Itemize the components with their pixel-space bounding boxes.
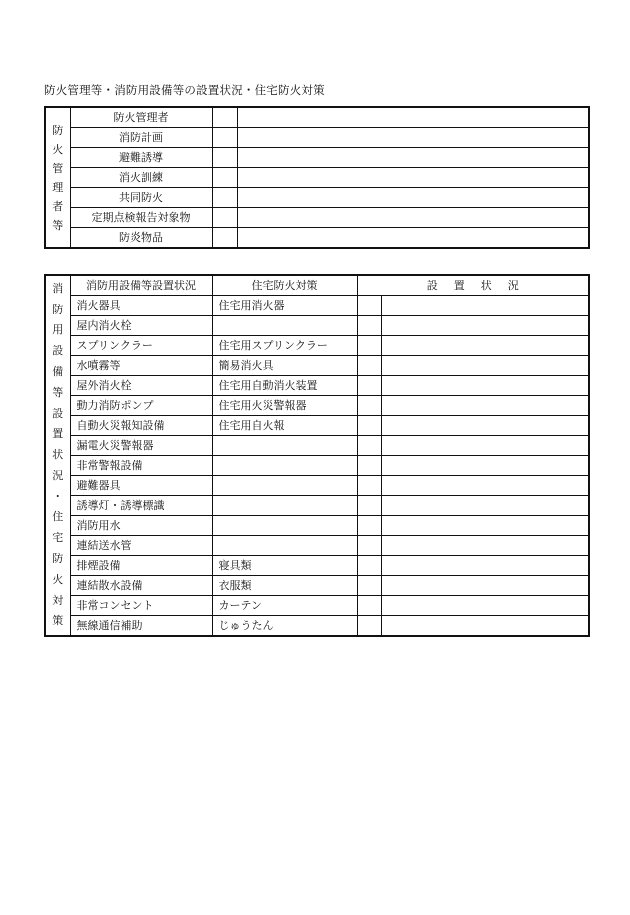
- status-cell[interactable]: [381, 296, 589, 316]
- table-row: [45, 436, 589, 456]
- table-row: [45, 336, 589, 356]
- residential-measure: [212, 456, 357, 476]
- item-label: 避難誘導: [70, 148, 212, 168]
- check-cell[interactable]: [357, 516, 381, 536]
- vertical-char: 管: [52, 161, 64, 175]
- check-cell[interactable]: [357, 616, 381, 637]
- residential-measure: 住宅用自動消火装置: [212, 376, 357, 396]
- table-row: [45, 496, 589, 516]
- vertical-char: 設: [52, 406, 64, 420]
- equipment-name: 無線通信補助: [70, 616, 212, 637]
- check-cell[interactable]: [357, 296, 381, 316]
- check-cell[interactable]: [212, 107, 237, 128]
- check-cell[interactable]: [357, 416, 381, 436]
- equipment-name: 漏電火災警報器: [70, 436, 212, 456]
- table-row: [45, 396, 589, 416]
- notes-cell[interactable]: [237, 228, 589, 249]
- residential-measure: 住宅用火災警報器: [212, 396, 357, 416]
- residential-measure: [212, 436, 357, 456]
- item-label: 消火訓練: [70, 168, 212, 188]
- vertical-char: 策: [52, 614, 64, 628]
- table-header-row: [45, 275, 589, 296]
- vertical-char: 等: [52, 385, 64, 399]
- table-row: [45, 576, 589, 596]
- notes-cell[interactable]: [237, 107, 589, 128]
- check-cell[interactable]: [212, 148, 237, 168]
- document-title: 防火管理等・消防用設備等の設置状況・住宅防火対策: [44, 83, 325, 97]
- equipment-name: 消防用水: [70, 516, 212, 536]
- item-label: 防火管理者: [70, 107, 212, 128]
- vertical-char: 防: [52, 552, 64, 566]
- residential-measure: 住宅用消火器: [212, 296, 357, 316]
- residential-measure: 衣服類: [212, 576, 357, 596]
- table-row: [45, 556, 589, 576]
- fire-management-side-label: [45, 107, 70, 248]
- status-cell[interactable]: [381, 596, 589, 616]
- equipment-name: 排煙設備: [70, 556, 212, 576]
- vertical-char: 理: [52, 180, 64, 194]
- vertical-char: 火: [52, 142, 64, 156]
- equipment-name: 水噴霧等: [70, 356, 212, 376]
- table-row: [45, 456, 589, 476]
- check-cell[interactable]: [357, 396, 381, 416]
- check-cell[interactable]: [212, 188, 237, 208]
- check-cell[interactable]: [357, 556, 381, 576]
- vertical-char: 火: [52, 572, 64, 586]
- header-residential: 住宅防火対策: [212, 275, 357, 296]
- status-cell[interactable]: [381, 396, 589, 416]
- status-cell[interactable]: [381, 316, 589, 336]
- status-cell[interactable]: [381, 476, 589, 496]
- table-row: [45, 316, 589, 336]
- check-cell[interactable]: [357, 376, 381, 396]
- notes-cell[interactable]: [237, 128, 589, 148]
- check-cell[interactable]: [357, 316, 381, 336]
- vertical-char: 状: [52, 448, 64, 462]
- notes-cell[interactable]: [237, 148, 589, 168]
- vertical-char: 備: [52, 364, 64, 378]
- table-row: [45, 376, 589, 396]
- equipment-side-label: [45, 275, 70, 636]
- table-row: [45, 416, 589, 436]
- residential-measure: [212, 536, 357, 556]
- equipment-name: 非常コンセント: [70, 596, 212, 616]
- vertical-char: ・: [52, 489, 64, 503]
- item-label: 定期点検報告対象物: [70, 208, 212, 228]
- status-cell[interactable]: [381, 516, 589, 536]
- equipment-name: 屋外消火栓: [70, 376, 212, 396]
- equipment-name: 非常警報設備: [70, 456, 212, 476]
- table-row: [45, 148, 589, 168]
- vertical-char: 防: [52, 123, 64, 137]
- notes-cell[interactable]: [237, 168, 589, 188]
- equipment-name: スプリンクラー: [70, 336, 212, 356]
- item-label: 共同防火: [70, 188, 212, 208]
- check-cell[interactable]: [357, 496, 381, 516]
- table-row: [45, 616, 589, 637]
- check-cell[interactable]: [212, 228, 237, 249]
- header-equipment: 消防用設備等設置状況: [70, 275, 212, 296]
- fire-management-side-label-text: [52, 121, 64, 235]
- table-row: [45, 476, 589, 496]
- status-cell[interactable]: [381, 336, 589, 356]
- equipment-name: 連結送水管: [70, 536, 212, 556]
- table-row: [45, 188, 589, 208]
- check-cell[interactable]: [357, 576, 381, 596]
- status-cell[interactable]: [381, 356, 589, 376]
- residential-measure: 簡易消火具: [212, 356, 357, 376]
- status-cell[interactable]: [381, 416, 589, 436]
- notes-cell[interactable]: [237, 188, 589, 208]
- table-row: [45, 208, 589, 228]
- vertical-char: 者: [52, 199, 64, 213]
- residential-measure: 寝具類: [212, 556, 357, 576]
- residential-measure: 住宅用自火報: [212, 416, 357, 436]
- check-cell[interactable]: [357, 336, 381, 356]
- status-cell[interactable]: [381, 456, 589, 476]
- residential-measure: [212, 476, 357, 496]
- table-row: [45, 128, 589, 148]
- check-cell[interactable]: [212, 208, 237, 228]
- status-cell[interactable]: [381, 496, 589, 516]
- table-row: [45, 168, 589, 188]
- equipment-name: 避難器具: [70, 476, 212, 496]
- equipment-status-table: [44, 274, 590, 637]
- item-label: 防炎物品: [70, 228, 212, 249]
- equipment-name: 自動火災報知設備: [70, 416, 212, 436]
- residential-measure: [212, 496, 357, 516]
- table-row: [45, 296, 589, 316]
- check-cell[interactable]: [357, 536, 381, 556]
- vertical-char: 況: [52, 468, 64, 482]
- table-row: [45, 516, 589, 536]
- check-cell[interactable]: [212, 168, 237, 188]
- vertical-char: 対: [52, 593, 64, 607]
- table-row: [45, 596, 589, 616]
- residential-measure: 住宅用スプリンクラー: [212, 336, 357, 356]
- equipment-name: 動力消防ポンプ: [70, 396, 212, 416]
- vertical-char: 防: [52, 302, 64, 316]
- equipment-name: 屋内消火栓: [70, 316, 212, 336]
- status-cell[interactable]: [381, 436, 589, 456]
- check-cell[interactable]: [357, 456, 381, 476]
- fire-management-table: [44, 106, 590, 249]
- equipment-name: 誘導灯・誘導標識: [70, 496, 212, 516]
- header-status: 設置状況: [357, 275, 589, 296]
- status-cell[interactable]: [381, 616, 589, 637]
- status-cell[interactable]: [381, 576, 589, 596]
- check-cell[interactable]: [357, 436, 381, 456]
- vertical-char: 宅: [52, 531, 64, 545]
- table-row: [45, 107, 589, 128]
- vertical-char: 住: [52, 510, 64, 524]
- vertical-char: 用: [52, 323, 64, 337]
- status-cell[interactable]: [381, 556, 589, 576]
- status-cell[interactable]: [381, 376, 589, 396]
- equipment-name: 連結散水設備: [70, 576, 212, 596]
- table-row: [45, 536, 589, 556]
- table-row: [45, 228, 589, 249]
- residential-measure: [212, 516, 357, 536]
- notes-cell[interactable]: [237, 208, 589, 228]
- item-label: 消防計画: [70, 128, 212, 148]
- check-cell[interactable]: [357, 356, 381, 376]
- residential-measure: じゅうたん: [212, 616, 357, 637]
- vertical-char: 設: [52, 344, 64, 358]
- vertical-char: 消: [52, 281, 64, 295]
- equipment-name: 消火器具: [70, 296, 212, 316]
- vertical-char: 置: [52, 427, 64, 441]
- status-cell[interactable]: [381, 536, 589, 556]
- residential-measure: カーテン: [212, 596, 357, 616]
- vertical-char: 等: [52, 218, 64, 232]
- check-cell[interactable]: [357, 596, 381, 616]
- table-row: [45, 356, 589, 376]
- check-cell[interactable]: [212, 128, 237, 148]
- equipment-side-label-text: [52, 279, 64, 633]
- residential-measure: [212, 316, 357, 336]
- check-cell[interactable]: [357, 476, 381, 496]
